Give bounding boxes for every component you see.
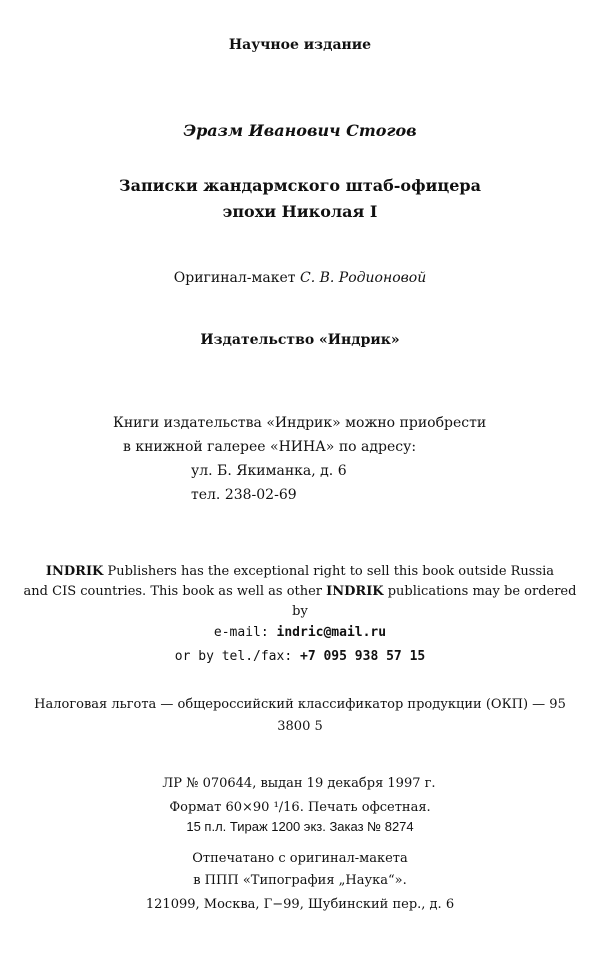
- book-title-line1: Записки жандармского штаб-офицера: [119, 176, 481, 195]
- english-line3: by: [292, 604, 308, 619]
- tax-line2: 3800 5: [277, 719, 323, 734]
- english-line1: INDRIK Publishers has the exceptional right to sell this book outside Russia: [45, 564, 555, 579]
- shop-address: ул. Б. Якиманка, д. 6: [191, 463, 347, 479]
- format: Формат 60×90 ¹/16. Печать офсетная.: [169, 800, 431, 815]
- english-line2: and CIS countries. This book as well as other INDRIK publications may be ordered: [23, 584, 577, 599]
- shop-phone: тел. 238-02-69: [191, 487, 297, 503]
- series-label: Научное издание: [228, 37, 372, 53]
- layout-credit: Оригинал-макет С. В. Родионовой: [173, 270, 427, 286]
- printer-address: 121099, Москва, Г−99, Шубинский пер., д. 6: [145, 897, 455, 912]
- shop-line1: Книги издательства «Индрик» можно приобрести: [113, 415, 487, 431]
- email-link[interactable]: indric@mail.ru: [276, 625, 387, 640]
- email-line: e-mail: indric@mail.ru: [213, 625, 387, 640]
- print-run: 15 п.л. Тираж 1200 экз. Заказ № 8274: [186, 819, 414, 834]
- printed-line2: в ППП «Типография „Наука“».: [193, 873, 407, 888]
- license: ЛР № 070644, выдан 19 декабря 1997 г.: [162, 776, 436, 791]
- publisher: Издательство «Индрик»: [200, 332, 400, 348]
- tax-line1: Налоговая льгота — общероссийский классификатор продукции (ОКП) — 95: [34, 697, 566, 712]
- shop-line2: в книжной галерее «НИНА» по адресу:: [123, 439, 417, 455]
- tel-line: or by tel./fax: +7 095 938 57 15: [174, 649, 426, 664]
- book-title-line2: эпохи Николая I: [222, 202, 378, 221]
- printed-line1: Отпечатано с оригинал-макета: [192, 851, 408, 866]
- author: Эразм Иванович Стогов: [183, 121, 417, 140]
